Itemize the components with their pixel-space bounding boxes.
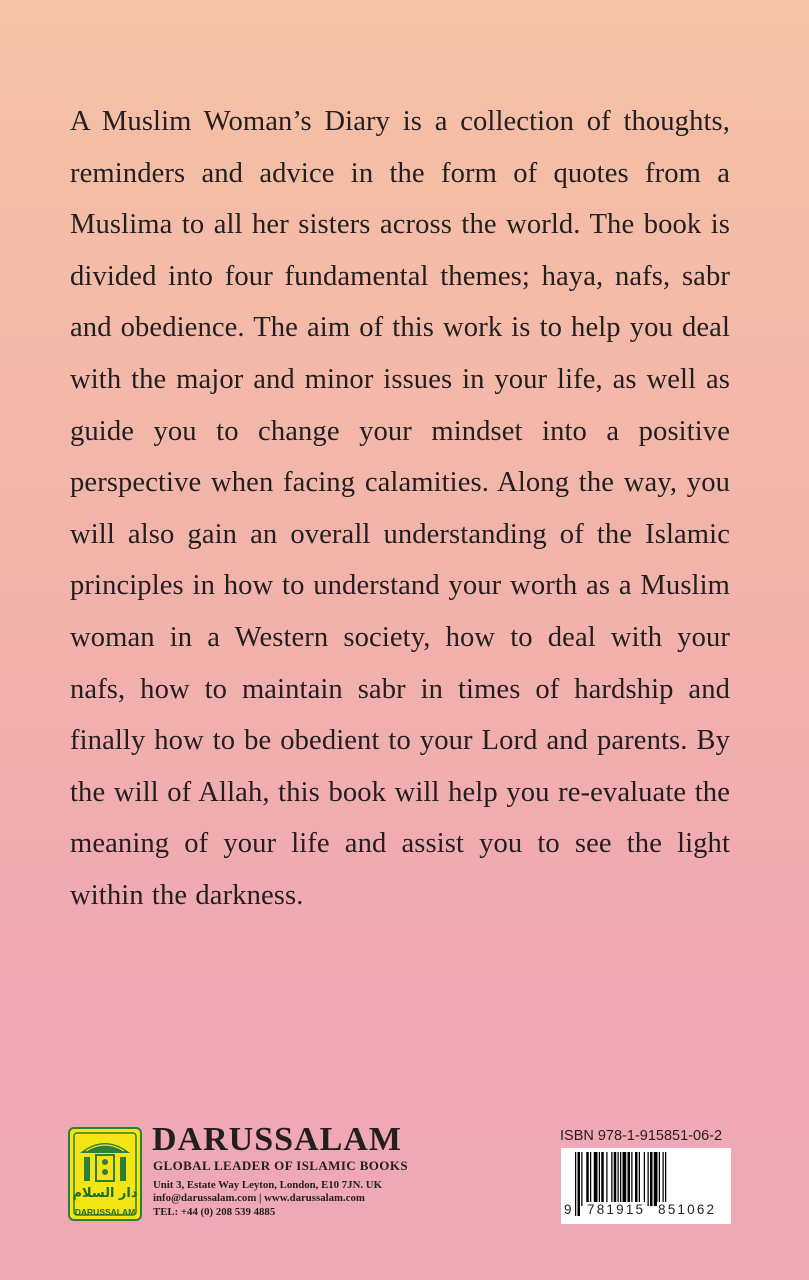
back-cover-blurb: A Muslim Woman’s Diary is a collection of thoughts, reminders and advice in the form of quotes from a Muslima to all her sisters across the world. The book is divided into four fundamental themes; haya, nafs, sabr and obedience. The aim of this work is to help you deal with the major and minor issues in your life, as well as guide you to change your mindset into a positive perspective when facing calamities. Along the way, you will also gain an overall understanding of the Islamic principles in how to understand your worth as a Muslim woman in a Western society, how to deal with your nafs, how to maintain sabr in times of hardship and finally how to be obedient to your Lord and parents. By the will of Allah, this book will help you re-evaluate the meaning of your life and assist you to see the light within the darkness.: [70, 106, 730, 911]
barcode-digit-lead: 9: [564, 1202, 572, 1217]
publisher-web: info@darussalam.com | www.darussalam.com: [153, 1192, 365, 1204]
publisher-phone: TEL: +44 (0) 208 539 4885: [153, 1206, 276, 1218]
publisher-name: DARUSSALAM: [152, 1121, 402, 1158]
isbn-barcode: [561, 1148, 731, 1224]
logo-word: DARUSSALAM: [74, 1207, 136, 1217]
logo-arabic-text: دار السلام: [72, 1186, 138, 1201]
isbn-label: ISBN 978-1-915851-06-2: [560, 1128, 723, 1144]
publisher-block: [68, 1121, 488, 1225]
publisher-tagline: GLOBAL LEADER OF ISLAMIC BOOKS: [153, 1158, 408, 1173]
publisher-address: Unit 3, Estate Way Leyton, London, E10 7JN. UK: [153, 1179, 382, 1191]
barcode-digits-right: 851062: [658, 1202, 717, 1217]
darussalam-logo: [68, 1127, 142, 1221]
barcode-digits-left: 781915: [587, 1202, 646, 1217]
